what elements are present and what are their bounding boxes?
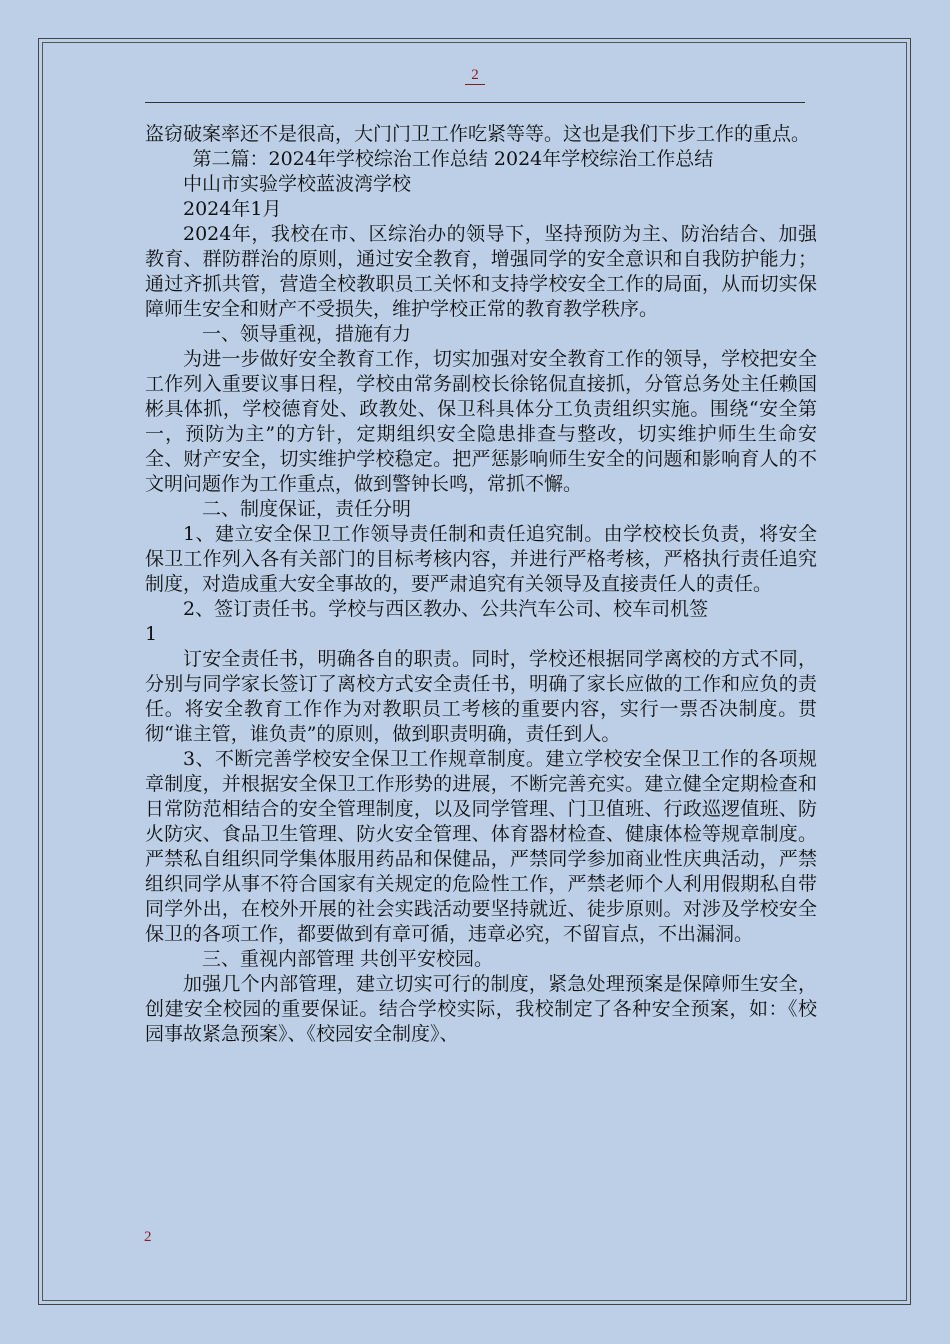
inline-page-mark: 1 (145, 623, 158, 645)
header-page-number: 2 (465, 66, 485, 85)
section-heading: 三、重视内部管理 共创平安校园。 (202, 948, 494, 970)
paragraph: 2、签订责任书。学校与西区教办、公共汽车公司、校车司机签 (183, 598, 709, 620)
section-heading: 一、领导重视，措施有力 (202, 323, 412, 345)
paragraph: 盗窃破案率还不是很高，大门门卫工作吃紧等等。这也是我们下步工作的重点。 (145, 123, 811, 145)
paragraph: 3、不断完善学校安全保卫工作规章制度。建立学校安全保卫工作的各项规章制度，并根据安全保卫工作形势的进展，不断完善充实。建立健全定期检查和日常防范相结合的安全管理制度，以及同学管理、门卫值班、行政巡逻值班、防火防灾、食品卫生管理、防火安全管理、体育器材检查、健康体检等规章制度。严禁私自组织同学集体服用药品和保健品，严禁同学参加商业性庆典活动，严禁组织同学从事不符合国家有关规定的危险性工作，严禁老师个人利用假期私自带同学外出，在校外开展的社会实践活动要坚持就近、徒步原则。对涉及学校安全保卫的各项工作，都要做到有章可循，违章必究，不留盲点，不出漏洞。 (145, 748, 817, 945)
school-name: 中山市实验学校蓝波湾学校 (183, 173, 412, 195)
paragraph: 为进一步做好安全教育工作，切实加强对安全教育工作的领导，学校把安全工作列入重要议事日程，学校由常务副校长徐铭侃直接抓，分管总务处主任赖国彬具体抓，学校德育处、政教处、保卫科具体分工负责组织实施。围绕“安全第一，预防为主”的方针，定期组织安全隐患排查与整改，切实维护师生生命安全、财产安全，切实维护学校稳定。把严惩影响师生安全的问题和影响育人的不文明问题作为工作重点，做到警钟长鸣，常抓不懈。 (145, 348, 817, 495)
footer-page-number: 2 (144, 1229, 152, 1245)
document-body (145, 122, 817, 1047)
paragraph: 加强几个内部管理，建立切实可行的制度，紧急处理预案是保障师生安全，创建安全校园的重要保证。结合学校实际，我校制定了各种安全预案，如：《校园事故紧急预案》、《校园安全制度》、 (145, 973, 817, 1045)
paragraph: 1、建立安全保卫工作领导责任制和责任追究制。由学校校长负责，将安全保卫工作列入各有关部门的目标考核内容，并进行严格考核，严格执行责任追究制度，对造成重大安全事故的，要严肃追究有关领导及直接责任人的责任。 (145, 523, 817, 595)
header-rule (145, 102, 805, 103)
paragraph: 订安全责任书，明确各自的职责。同时，学校还根据同学离校的方式不同，分别与同学家长签订了离校方式安全责任书，明确了家长应做的工作和应负的责任。将安全教育工作作为对教职员工考核的重要内容，实行一票否决制度。贯彻“谁主管，谁负责”的原则，做到职责明确，责任到人。 (145, 648, 817, 745)
document-title: 第二篇：2024年学校综治工作总结 2024年学校综治工作总结 (192, 148, 714, 170)
paragraph: 2024年，我校在市、区综治办的领导下，坚持预防为主、防治结合、加强教育、群防群治的原则，通过安全教育，增强同学的安全意识和自我防护能力；通过齐抓共管，营造全校教职员工关怀和支持学校安全工作的局面，从而切实保障师生安全和财产不受损失，维护学校正常的教育教学秩序。 (145, 223, 817, 320)
section-heading: 二、制度保证，责任分明 (202, 498, 412, 520)
document-date: 2024年1月 (183, 198, 282, 220)
